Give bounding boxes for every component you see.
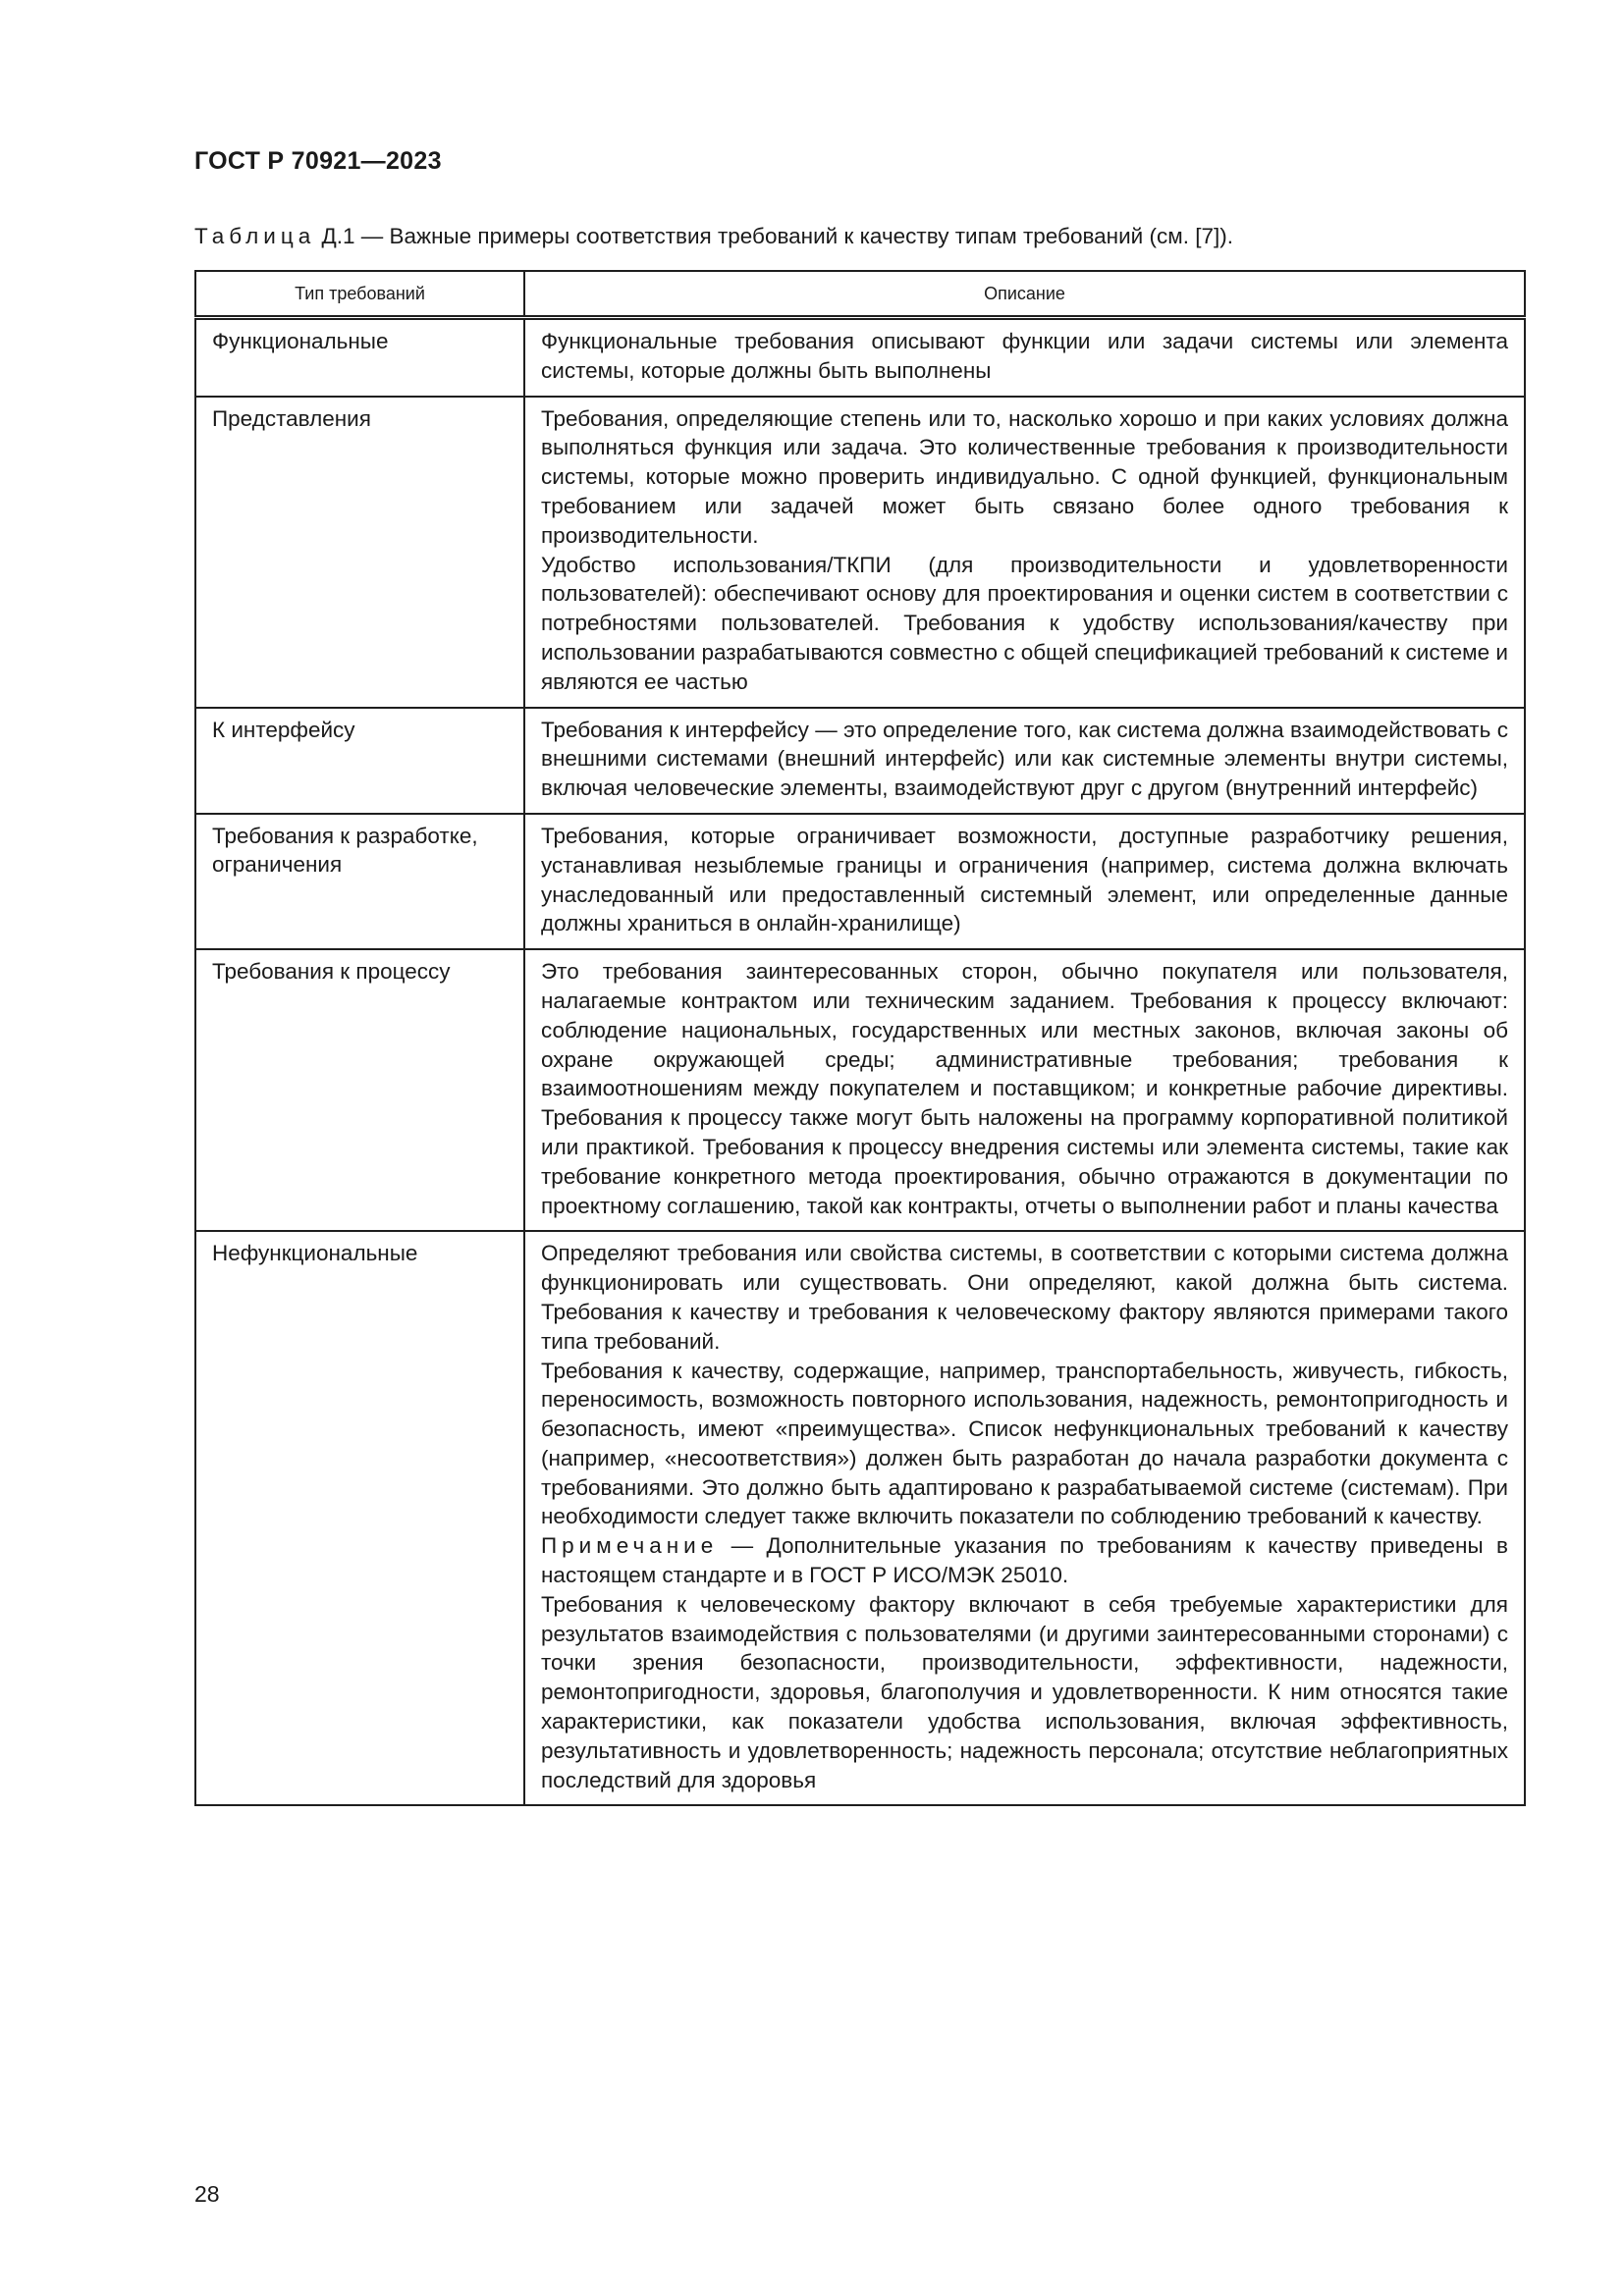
caption-text: Д.1 — Важные примеры соответствия требований к качеству типам требований (см. [7]). [315,224,1233,248]
note-paragraph [541,1531,1508,1590]
description-paragraph: Определяют требования или свойства системы, в соответствии с которыми система должна функционировать или существовать. Они определяют, какой должна быть система. Требования к качеству и требования к человеческому фактору являются примерами такого типа требований. [541,1241,1508,1354]
description-paragraph: Удобство использования/ТКПИ (для производительности и удовлетворенности пользователей): обеспечивают основу для проектирования и оценки систем в соответствии с потребностями пользователей. Требования к удобству использования/качеству при использовании разрабатываются совместно с общей спецификацией требований к системе и являются ее частью [541,552,1508,694]
requirement-type: Нефункциональные [195,1231,524,1805]
table-header-row [195,271,1525,318]
column-header-description: Описание [524,271,1525,318]
description-paragraph: Требования, которые ограничивает возможности, доступные разработчику решения, устанавливая незыблемые границы и ограничения (например, система должна включать унаследованный или предоставленный системный элемент, или определенные данные должны храниться в онлайн-хранилище) [541,823,1508,936]
requirement-description [524,949,1525,1231]
note-text: — Дополнительные указания по требованиям к качеству приведены в настоящем стандарте и в ГОСТ Р ИСО/МЭК 25010. [541,1533,1508,1588]
table-row [195,318,1525,397]
column-header-type: Тип требований [195,271,524,318]
requirement-description [524,1231,1525,1805]
table-row [195,949,1525,1231]
table-row [195,708,1525,814]
description-paragraph: Требования к качеству, содержащие, например, транспортабельность, живучесть, гибкость, переносимость, возможность повторного использования, надежность, ремонтопригодность и безопасность, имеют «преимущества». Список нефункциональных требований к качеству (например, «несоответствия») должен быть разработан до начала разработки документа с требованиями. Это должно быть адаптировано к разрабатываемой системе (системам). При необходимости следует также включить показатели по соблюдению требований к качеству. [541,1358,1508,1529]
table-caption [194,224,1233,249]
description-paragraph: Требования к интерфейсу — это определение того, как система должна взаимодействовать с внешними системами (внешний интерфейс) или как системные элементы внутри системы, включая человеческие элементы, взаимодействуют друг с другом (внутренний интерфейс) [541,717,1508,801]
caption-label: Таблица [194,224,316,248]
requirement-type: Требования к разработке, ограничения [195,814,524,949]
requirement-type: Требования к процессу [195,949,524,1231]
requirement-type: Представления [195,397,524,708]
description-paragraph: Функциональные требования описывают функции или задачи системы или элемента системы, которые должны быть выполнены [541,329,1508,383]
requirement-description [524,318,1525,397]
table-row [195,1231,1525,1805]
requirements-table [194,270,1526,1806]
description-paragraph: Требования к человеческому фактору включают в себя требуемые характеристики для результатов взаимодействия с пользователями (и другими заинтересованными сторонами) с точки зрения безопасности, производительности, эффективности, надежности, ремонтопригодности, здоровья, благополучия и удовлетворенности. К ним относятся такие характеристики, как показатели удобства использования, включая эффективность, результативность и удовлетворенность; надежность персонала; отсутствие неблагоприятных последствий для здоровья [541,1591,1508,1792]
requirement-type: Функциональные [195,318,524,397]
note-label: Примечание [541,1533,719,1559]
requirement-description [524,708,1525,814]
document-header: ГОСТ Р 70921—2023 [194,147,442,175]
description-paragraph: Это требования заинтересованных сторон, обычно покупателя или пользователя, налагаемые контрактом или техническим заданием. Требования к процессу включают: соблюдение национальных, государственных или местных законов, включая законы об охране окружающей среды; административные требования; требования к взаимоотношениям между покупателем и поставщиком; и конкретные рабочие директивы. Требования к процессу также могут быть наложены на программу корпоративной политикой или практикой. Требования к процессу внедрения системы или элемента системы, такие как требование конкретного метода проектирования, обычно отражаются в документации по проектному соглашению, такой как контракты, отчеты о выполнении работ и планы качества [541,959,1508,1218]
description-paragraph: Требования, определяющие степень или то, насколько хорошо и при каких условиях должна выполняться функция или задача. Это количественные требования к производительности системы, которые можно проверить индивидуально. С одной функцией, функциональным требованием или задачей может быть связано более одного требования к производительности. [541,405,1508,548]
requirement-type: К интерфейсу [195,708,524,814]
table-row [195,814,1525,949]
requirement-description [524,397,1525,708]
table-row [195,397,1525,708]
requirement-description [524,814,1525,949]
page-number: 28 [194,2181,220,2207]
